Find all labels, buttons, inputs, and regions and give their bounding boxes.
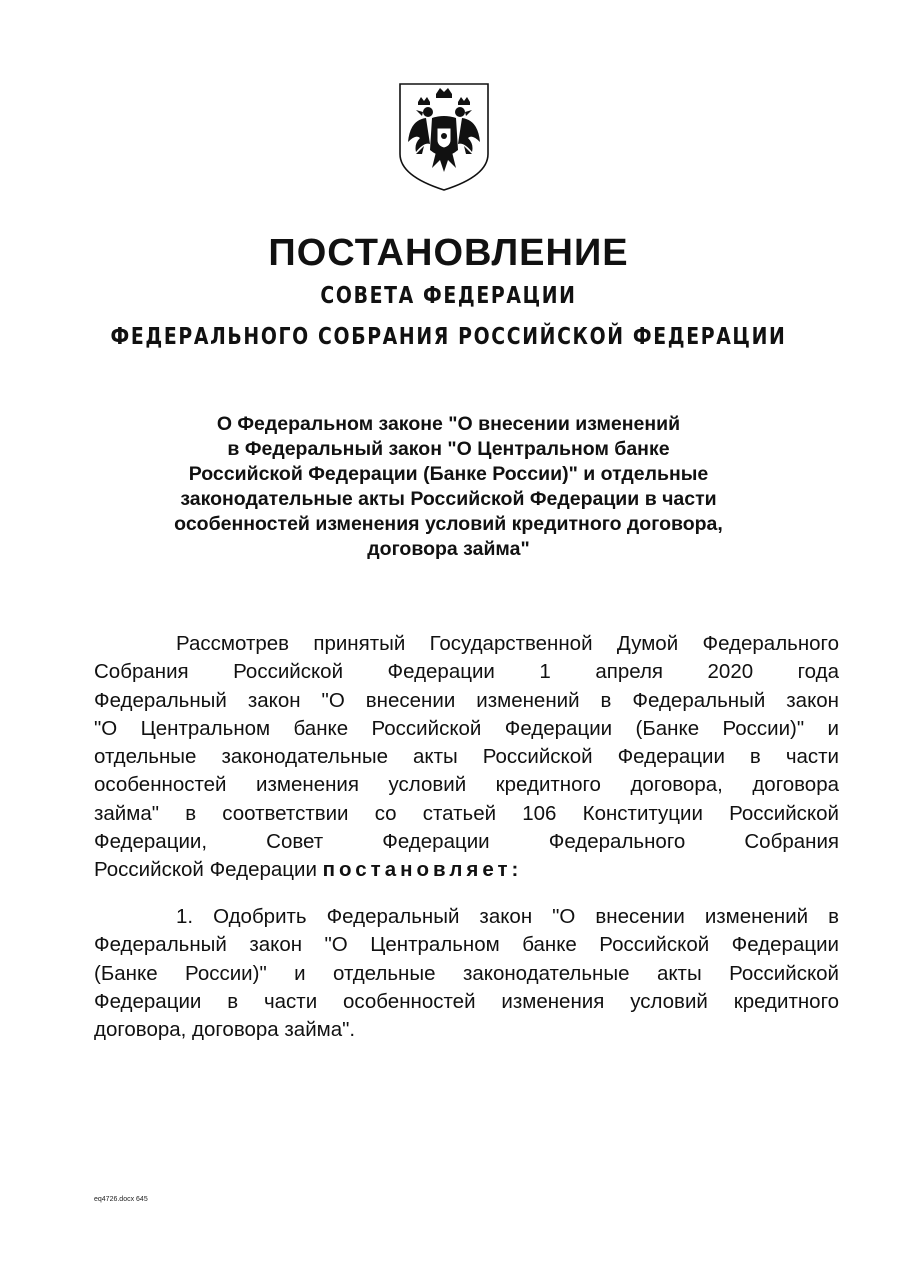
paragraph-line: Собрания Российской Федерации 1 апреля 2020 года bbox=[94, 660, 839, 684]
paragraph-preamble bbox=[94, 630, 839, 885]
file-reference: eq4726.docx 645 bbox=[94, 1196, 148, 1203]
subject-line: особенностей изменения условий кредитного договора, bbox=[174, 513, 723, 535]
document-subtitle-council: СОВЕТА ФЕДЕРАЦИИ bbox=[320, 283, 577, 309]
russian-coat-of-arms-icon bbox=[396, 80, 492, 192]
subject-line: в Федеральный закон "О Центральном банке bbox=[227, 438, 670, 460]
subject-line: договора займа" bbox=[367, 538, 530, 560]
subject-line: О Федеральном законе "О внесении изменений bbox=[216, 413, 681, 435]
document-subject bbox=[120, 412, 777, 562]
paragraph-line: Федеральный закон "О внесении изменений в Федеральный закон bbox=[94, 688, 839, 712]
document-subtitle-assembly: ФЕДЕРАЛЬНОГО СОБРАНИЯ РОССИЙСКОЙ ФЕДЕРАЦИИ bbox=[110, 324, 787, 350]
paragraph-line: Федеральный закон "О Центральном банке Российской Федерации bbox=[94, 933, 839, 957]
paragraph-line: 1. Одобрить Федеральный закон "О внесении изменений в bbox=[176, 905, 839, 928]
paragraph-line: договора, договора займа". bbox=[94, 1018, 356, 1042]
resolves-keyword: постановляет bbox=[322, 858, 512, 882]
subject-line: законодательные акты Российской Федерации в части bbox=[180, 488, 717, 510]
paragraph-line: "О Центральном банке Российской Федерации (Банке России)" и bbox=[94, 716, 839, 740]
paragraph-line: займа" в соответствии со статьей 106 Конституции Российской bbox=[94, 801, 839, 825]
subject-line: Российской Федерации (Банке России)" и отдельные bbox=[188, 463, 709, 485]
last-line-prefix: Российской Федерации bbox=[94, 858, 323, 882]
paragraph-line: особенностей изменения условий кредитного договора, договора bbox=[94, 773, 839, 797]
paragraph-line: Рассмотрев принятый Государственной Думой Федерального bbox=[176, 632, 839, 655]
paragraph-line: отдельные законодательные акты Российской Федерации в части bbox=[94, 745, 839, 769]
paragraph-last-line bbox=[94, 856, 839, 884]
paragraph-line: (Банке России)" и отдельные законодательные акты Российской bbox=[94, 961, 839, 985]
paragraph-item-1 bbox=[94, 903, 839, 1044]
paragraph-line: Федерации, Совет Федерации Федерального Собрания bbox=[94, 830, 839, 854]
paragraph-line: Федерации в части особенностей изменения условий кредитного bbox=[94, 989, 839, 1013]
last-line-suffix: : bbox=[511, 858, 523, 882]
document-title: ПОСТАНОВЛЕНИЕ bbox=[268, 232, 629, 274]
